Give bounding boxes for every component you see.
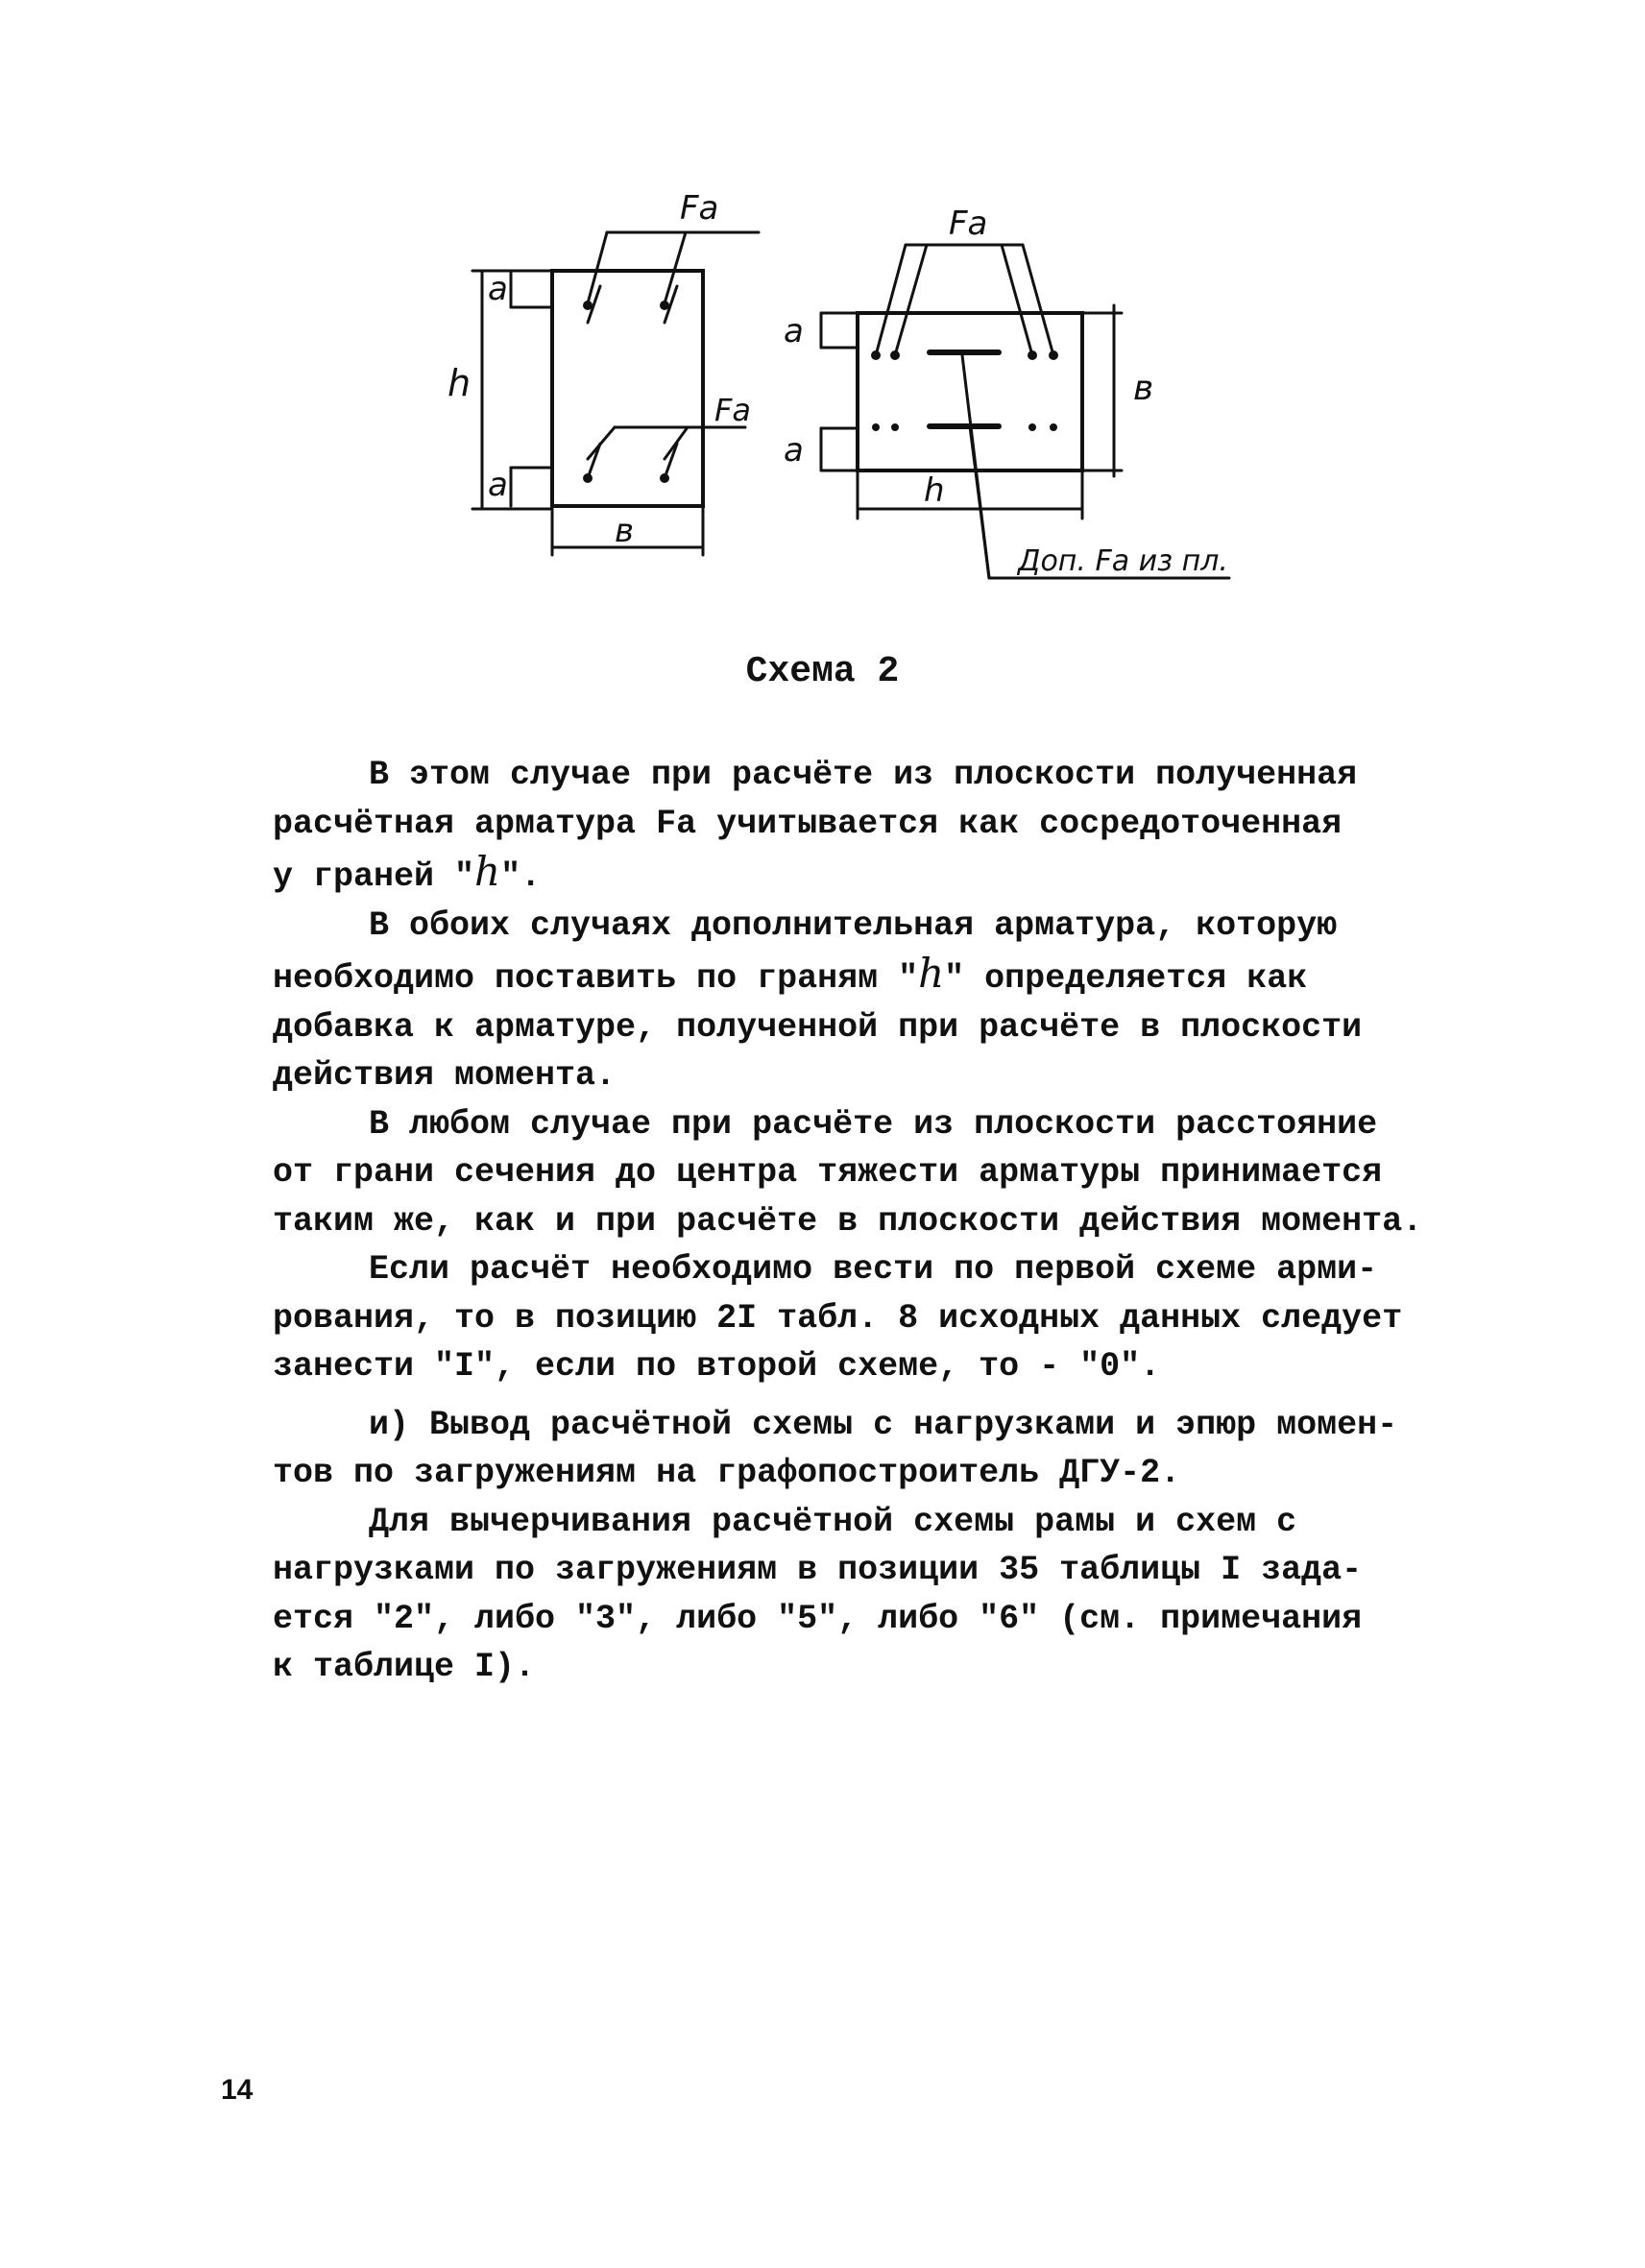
left-fa-top-label: Fa [680,189,719,228]
paragraph-1 [273,751,1406,902]
paragraph-5 [273,1401,1406,1498]
right-a-bottom-label: a [784,431,804,470]
text-line: таким же, как и при расчёте в плоскости действия момента. [273,1201,1423,1241]
text-line: рования, то в позицию 2I табл. 8 исходных данных следует [273,1298,1403,1338]
variable-h: h [918,950,945,997]
right-h-label: h [924,471,945,510]
extra-rebar-label: Доп. Fa из пл. [1018,544,1228,578]
left-section-outline [552,271,703,506]
text-line: и) Вывод расчётной схемы с нагрузками и эпюр момен- [369,1405,1398,1444]
text-line: Для вычерчивания расчётной схемы рамы и схем с [369,1502,1297,1541]
text-line: от грани сечения до центра тяжести арматуры принимается [273,1153,1383,1192]
right-b-label: в [1133,369,1154,408]
page-number: 14 [221,2074,254,2106]
text-line: добавка к арматуре, полученной при расчёте в плоскости [273,1007,1363,1047]
text-line: В любом случае при расчёте из плоскости расстояние [369,1104,1378,1144]
text-line [273,848,1406,902]
text-fragment: у граней " [273,857,475,896]
text-line: к таблице I). [273,1648,536,1686]
text-line: тов по загружениям на графопостроитель ДГУ-2. [273,1454,1181,1492]
text-line: расчётная арматура Fa учитывается как сосредоточенная [273,804,1343,843]
body-text [273,751,1423,1692]
paragraph-2 [273,902,1406,1100]
right-fa-label: Fa [949,205,988,243]
text-line: Если расчёт необходимо вести по первой схеме арми- [369,1250,1378,1289]
paragraph-6 [273,1498,1406,1692]
left-a-top-label: a [488,270,508,308]
left-b-label: в [615,512,635,550]
scheme-caption: Схема 2 [745,651,900,692]
left-h-label: h [448,362,472,404]
text-line: занести "I", если по второй схеме, то - "0". [273,1347,1161,1386]
reinforcement-scheme-figure [0,0,1645,615]
paragraph-4 [273,1245,1406,1391]
paragraph-3 [273,1100,1423,1246]
scheme-drawing [0,0,1645,615]
text-fragment: " определяется как [944,959,1308,998]
text-line: нагрузками по загружениям в позиции 35 таблицы I зада- [273,1551,1363,1589]
text-line: действия момента. [273,1056,617,1095]
text-line: В этом случае при расчёте из плоскости полученная [369,756,1358,794]
right-a-top-label: a [784,312,804,350]
text-line [273,950,1406,1003]
text-line: В обоих случаях дополнительная арматура, которую [369,905,1338,945]
left-fa-bottom-label: Fa [714,392,752,428]
text-fragment: необходимо поставить по граням " [273,959,919,998]
text-fragment: ". [500,857,542,896]
variable-h: h [474,848,501,895]
text-line: ется "2", либо "3", либо "5", либо "6" (см. примечания [273,1599,1363,1638]
left-a-bottom-label: a [488,466,508,504]
